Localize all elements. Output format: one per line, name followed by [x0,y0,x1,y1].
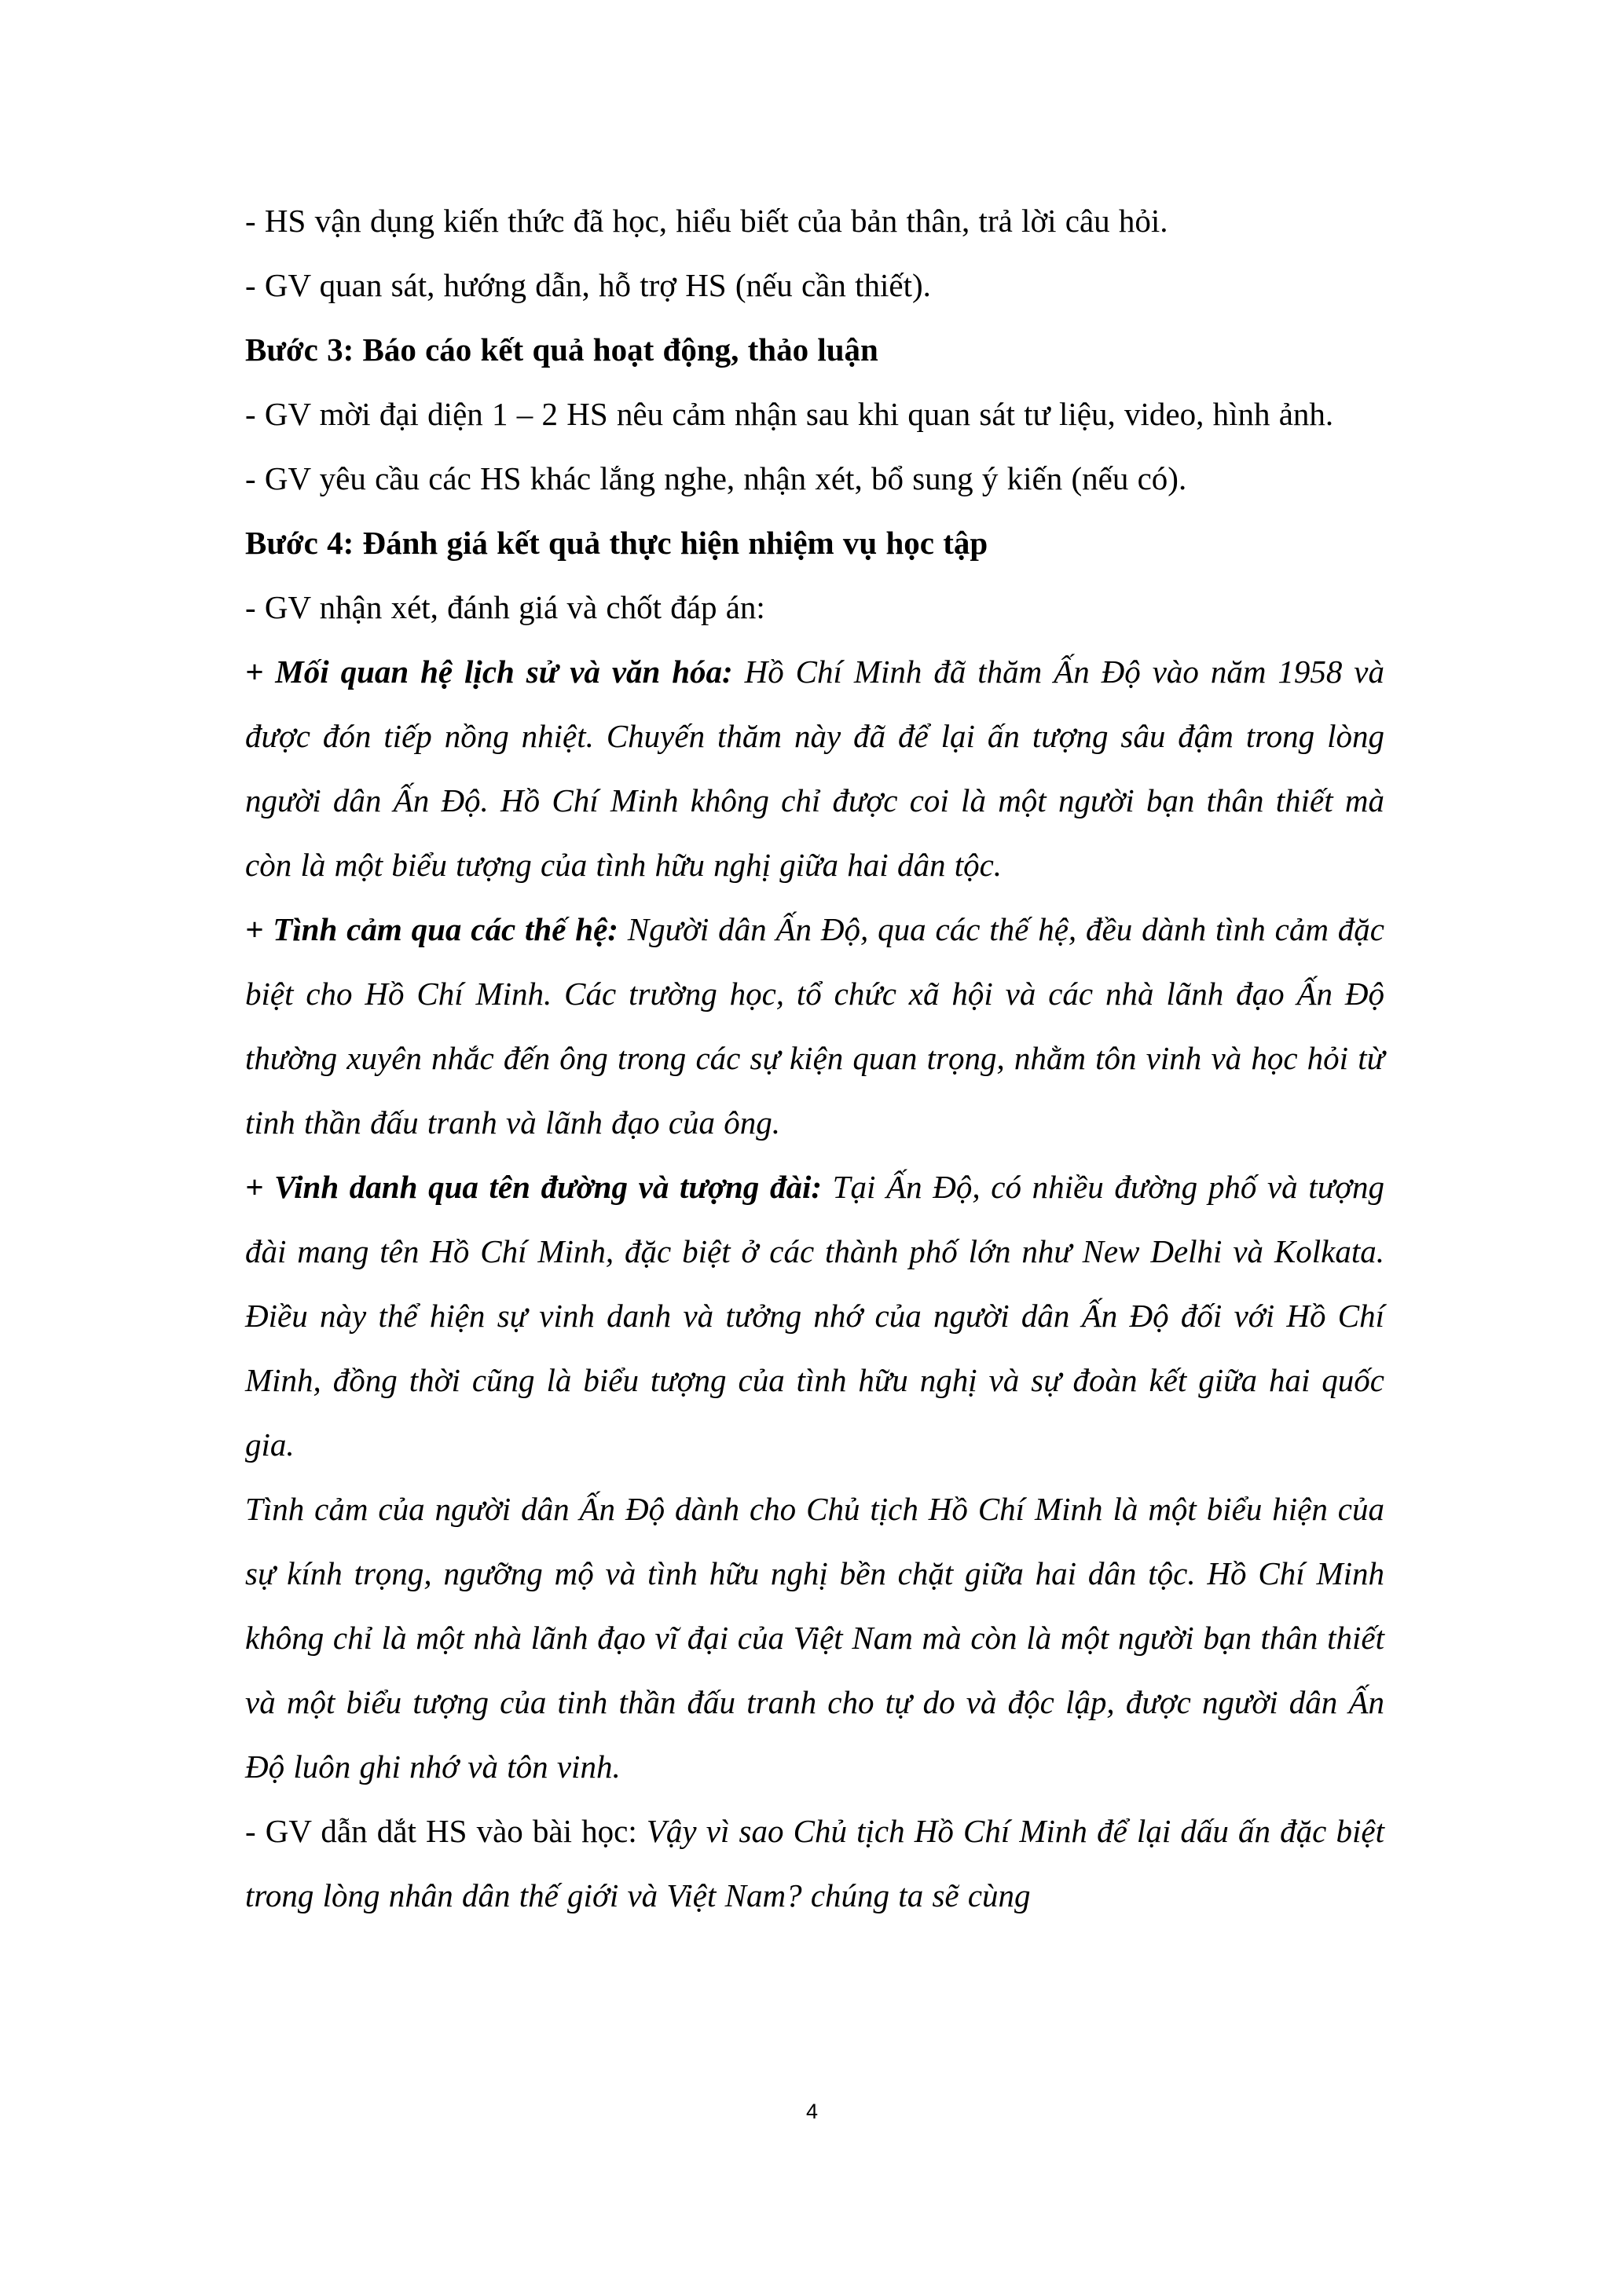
point-honor-streets-statues [245,1155,1384,1477]
paragraph-gv-observe: - GV quan sát, hướng dẫn, hỗ trợ HS (nếu cần thiết). [245,267,931,303]
point-historical-cultural [245,639,1384,897]
point-text: Hồ Chí Minh đã thăm Ấn Độ vào năm 1958 và được đón tiếp nồng nhiệt. Chuyến thăm này đã để lại ấn tượng sâu đậm trong lòng người dân Ấn Độ. Hồ Chí Minh không chỉ được coi là một người bạn thân thiết mà còn là một biểu tượng của tình hữu nghị giữa hai dân tộc. [245,654,1384,883]
point-text: Người dân Ấn Độ, qua các thế hệ, đều dành tình cảm đặc biệt cho Hồ Chí Minh. Các trường học, tổ chức xã hội và các nhà lãnh đạo Ấn Độ thường xuyên nhắc đến ông trong các sự kiện quan trọng, nhằm tôn vinh và học hỏi từ tinh thần đấu tranh và lãnh đạo của ông. [245,911,1384,1141]
step-3-heading: Bước 3: Báo cáo kết quả hoạt động, thảo luận [245,331,878,368]
paragraph-hs-apply: - HS vận dụng kiến thức đã học, hiểu biết của bản thân, trả lời câu hỏi. [245,203,1168,239]
point-lead: + Mối quan hệ lịch sử và văn hóa: [245,654,733,690]
point-lead: + Vinh danh qua tên đường và tượng đài: [245,1169,822,1205]
paragraph-gv-invite: - GV mời đại diện 1 – 2 HS nêu cảm nhận sau khi quan sát tư liệu, video, hình ảnh. [245,396,1334,432]
paragraph-gv-conclude: - GV nhận xét, đánh giá và chốt đáp án: [245,589,765,625]
page-number: 4 [805,2100,819,2123]
point-generations [245,897,1384,1155]
paragraph-gv-request: - GV yêu cầu các HS khác lắng nghe, nhận xét, bổ sung ý kiến (nếu có). [245,460,1187,496]
document-body [245,189,1384,1928]
lead-in-question: Vậy vì sao Chủ tịch Hồ Chí Minh để lại dấu ấn đặc biệt trong lòng nhân dân thế giới và Việt Nam? chúng ta sẽ cùng [245,1813,1384,1913]
point-lead: + Tình cảm qua các thế hệ: [245,911,618,947]
paragraph-summary: Tình cảm của người dân Ấn Độ dành cho Chủ tịch Hồ Chí Minh là một biểu hiện của sự kính trọng, ngưỡng mộ và tình hữu nghị bền chặt giữa hai dân tộc. Hồ Chí Minh không chỉ là một nhà lãnh đạo vĩ đại của Việt Nam mà còn là một người bạn thân thiết và một biểu tượng của tinh thần đấu tranh cho tự do và độc lập, được người dân Ấn Độ luôn ghi nhớ và tôn vinh. [245,1491,1384,1785]
lead-in-label: - GV dẫn dắt HS vào bài học: [245,1813,647,1849]
point-text: Tại Ấn Độ, có nhiều đường phố và tượng đài mang tên Hồ Chí Minh, đặc biệt ở các thành phố lớn như New Delhi và Kolkata. Điều này thể hiện sự vinh danh và tưởng nhớ của người dân Ấn Độ đối với Hồ Chí Minh, đồng thời cũng là biểu tượng của tình hữu nghị và sự đoàn kết giữa hai quốc gia. [245,1169,1384,1463]
paragraph-gv-lead-in [245,1799,1384,1928]
step-4-heading: Bước 4: Đánh giá kết quả thực hiện nhiệm vụ học tập [245,525,988,561]
